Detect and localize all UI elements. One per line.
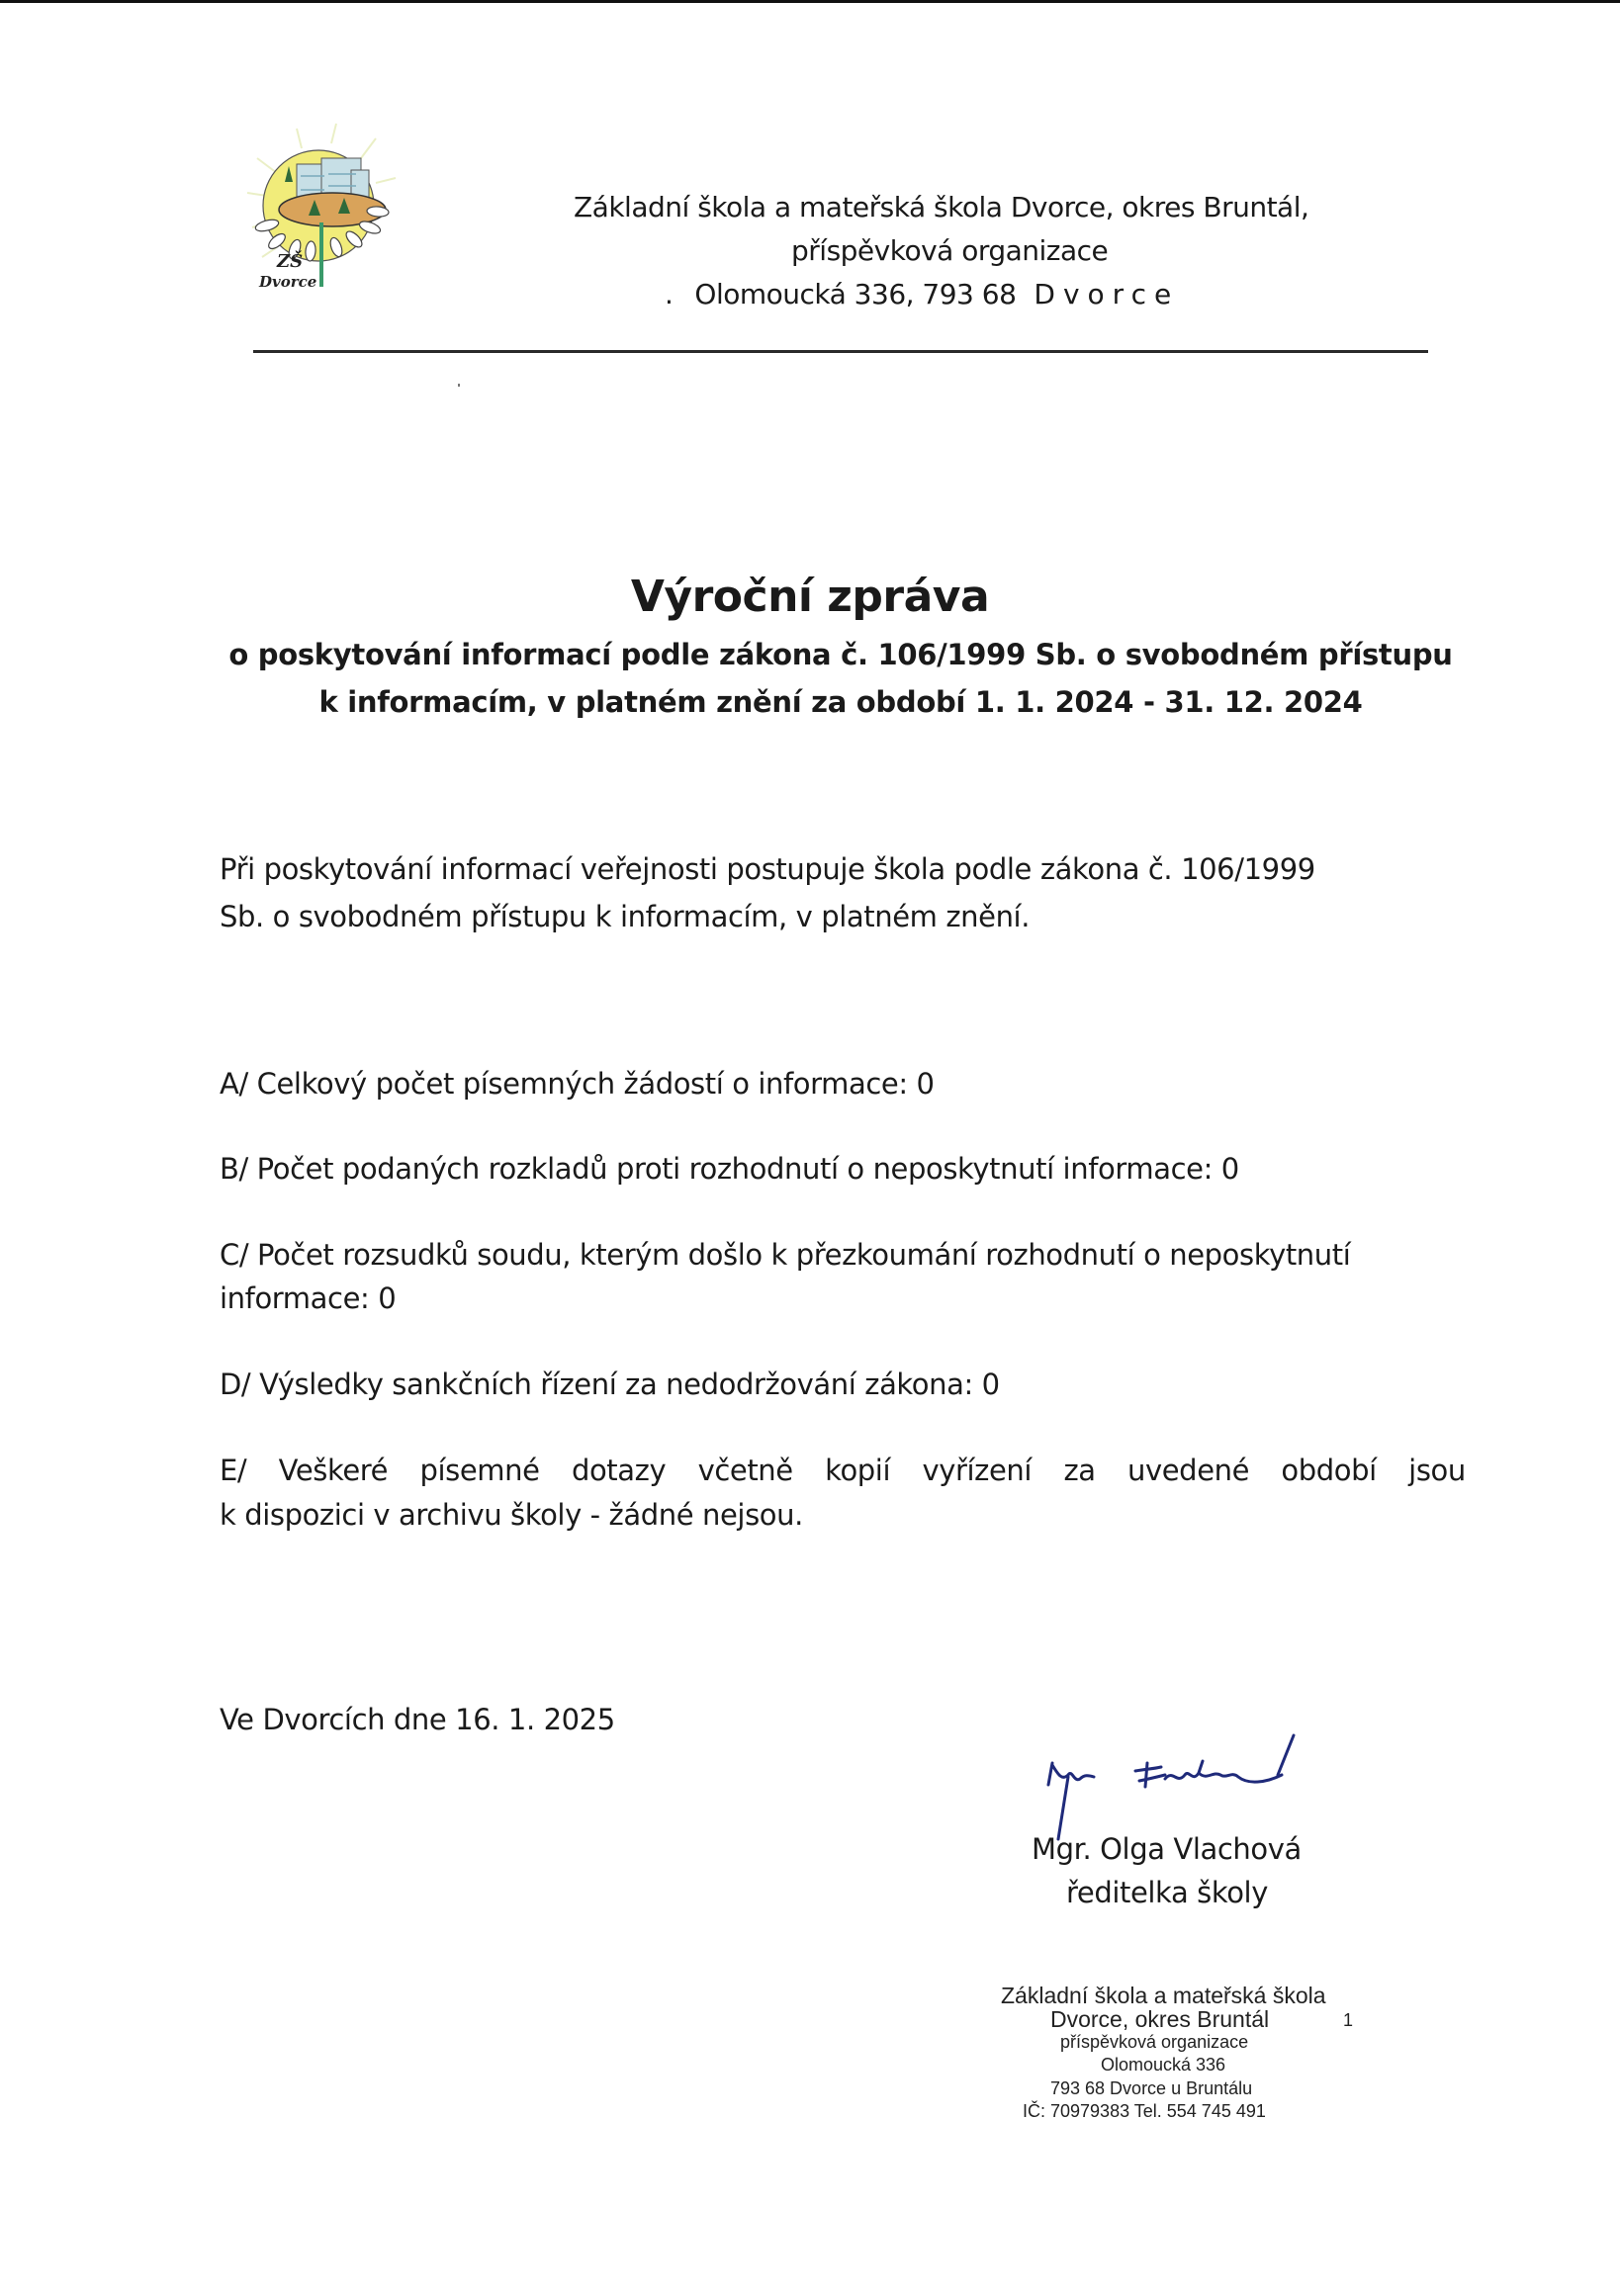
report-item-e-line1 [220,1454,1466,1487]
signer-role: ředitelka školy [1066,1876,1268,1909]
word: období [1281,1454,1377,1487]
address-street: Olomoucká 336, 793 68 [694,278,1017,310]
word: E/ [220,1454,247,1487]
document-title: Výroční zpráva [630,572,990,622]
address-town: Dvorce [1034,278,1180,310]
handwritten-signature [1029,1725,1365,1844]
document-subtitle-line2: k informacím, v platném znění za období 1. 1. 2024 - 31. 12. 2024 [318,685,1363,719]
address-dot: . [665,278,674,310]
word: vyřízení [922,1454,1033,1487]
scan-top-edge [0,0,1620,3]
org-address [665,273,1179,316]
stamp-line6: IČ: 70979383 Tel. 554 745 491 [1023,2101,1266,2121]
word: uvedené [1127,1454,1250,1487]
scan-speck [458,384,460,387]
word: písemné [419,1454,540,1487]
intro-paragraph-line2: Sb. o svobodném přístupu k informacím, v platném znění. [220,900,1031,933]
report-item-c-line2: informace: 0 [220,1281,397,1315]
report-item-d: D/ Výsledky sankčních řízení za nedodržování zákona: 0 [220,1368,1000,1401]
document-subtitle-line1: o poskytování informací podle zákona č. 106/1999 Sb. o svobodném přístupu [228,638,1453,671]
word: za [1063,1454,1096,1487]
place-and-date: Ve Dvorcích dne 16. 1. 2025 [220,1703,615,1736]
word: kopií [825,1454,891,1487]
signer-name: Mgr. Olga Vlachová [1032,1832,1302,1866]
letterhead-divider [253,350,1428,353]
logo-text-dvorce: Dvorce [259,273,317,291]
report-item-c-line1: C/ Počet rozsudků soudu, kterým došlo k přezkoumání rozhodnutí o neposkytnutí [220,1238,1351,1272]
word: dotazy [571,1454,667,1487]
report-item-b: B/ Počet podaných rozkladů proti rozhodnutí o neposkytnutí informace: 0 [220,1152,1239,1186]
intro-paragraph-line1: Při poskytování informací veřejnosti postupuje škola podle zákona č. 106/1999 [220,852,1315,886]
stamp-line4: Olomoucká 336 [1101,2055,1226,2075]
word: jsou [1408,1454,1466,1487]
word: Veškeré [278,1454,389,1487]
org-name-line2: příspěvková organizace [791,234,1109,267]
word: včetně [697,1454,793,1487]
stamp-line1: Základní škola a mateřská škola [1001,1983,1326,2008]
stamp-line5: 793 68 Dvorce u Bruntálu [1050,2078,1253,2098]
report-item-e-line2: k dispozici v archivu školy - žádné nejsou. [220,1498,803,1532]
school-logo [237,119,405,297]
stamp-line3: příspěvková organizace [1060,2032,1249,2052]
stamp-number: 1 [1343,2010,1354,2030]
org-name-line1: Základní škola a mateřská škola Dvorce, okres Bruntál, [574,191,1309,223]
logo-text-zs: ZŠ [277,251,304,272]
stamp-line2: Dvorce, okres Bruntál [1050,2006,1270,2032]
report-item-a: A/ Celkový počet písemných žádostí o informace: 0 [220,1067,935,1101]
